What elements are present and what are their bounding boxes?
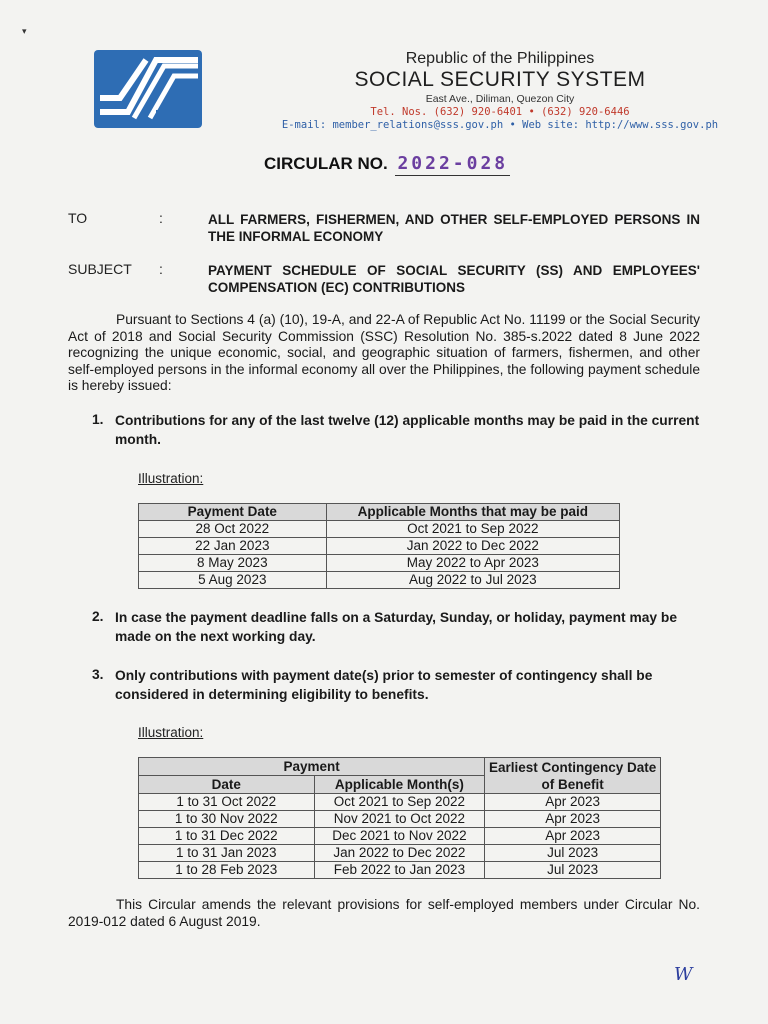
header-earliest-contingency: Earliest Contingency Date of Benefit [485,758,661,794]
illustration-label-1: Illustration: [138,471,204,486]
letterhead-email-website: E-mail: member_relations@sss.gov.ph • Web site: http://www.sss.gov.ph [281,119,719,131]
table-row [139,521,620,538]
closing-paragraph [68,896,700,930]
header-payment-group: Payment [139,758,485,776]
to-label: TO [68,210,88,226]
cell-contingency-date: Apr 2023 [485,794,661,811]
handwritten-initials: W [674,964,693,985]
header-applicable-months: Applicable Month(s) [314,776,485,794]
intro-text: Pursuant to Sections 4 (a) (10), 19-A, and 22-A of Republic Act No. 11199 or the Social Security Act of 2018 and Social Security Commission (SSC) Resolution No. 385-s.2022 dated 8 June 2022 recognizing the unique economic, social, and geographic situation of farmers, fishermen, and other self-employed persons in the informal economy all over the Philippines, the following payment schedule is hereby issued: [68,312,700,393]
cell-applicable-months: May 2022 to Apr 2023 [326,555,619,572]
letterhead-telephone: Tel. Nos. (632) 920-6401 • (632) 920-6446 [370,106,630,118]
cell-applicable-months: Jan 2022 to Dec 2022 [314,845,485,862]
cell-payment-date: 28 Oct 2022 [139,521,327,538]
cell-applicable-months: Jan 2022 to Dec 2022 [326,538,619,555]
cell-contingency-date: Apr 2023 [485,811,661,828]
circular-number: 2022-028 [397,153,509,174]
cell-date: 1 to 31 Oct 2022 [139,794,315,811]
table-header-row [139,758,661,776]
item-3-text: Only contributions with payment date(s) prior to semester of contingency shall be considered in determining eligibility to benefits. [115,668,653,702]
item-3-number: 3. [92,667,104,682]
cell-applicable-months: Aug 2022 to Jul 2023 [326,572,619,589]
cell-contingency-date: Jul 2023 [485,862,661,879]
payment-schedule-table [138,503,620,589]
item-1-text: Contributions for any of the last twelve (12) applicable months may be paid in the current month. [115,413,700,447]
table-row [139,794,661,811]
item-2-text: In case the payment deadline falls on a Saturday, Sunday, or holiday, payment may be made on the next working day. [115,610,678,644]
table-row [139,828,661,845]
subject-label: SUBJECT [68,261,132,277]
cell-date: 1 to 30 Nov 2022 [139,811,315,828]
item-2-number: 2. [92,609,104,624]
cell-payment-date: 5 Aug 2023 [139,572,327,589]
letterhead-address: East Ave., Diliman, Quezon City [425,93,575,105]
letterhead-agency-name: SOCIAL SECURITY SYSTEM [354,68,646,91]
table-row [139,811,661,828]
table-header-row [139,504,620,521]
cell-applicable-months: Oct 2021 to Sep 2022 [314,794,485,811]
sss-logo [94,50,202,128]
table-row [139,572,620,589]
circular-label: CIRCULAR NO. [264,154,388,173]
cell-applicable-months: Oct 2021 to Sep 2022 [326,521,619,538]
cell-contingency-date: Jul 2023 [485,845,661,862]
cell-applicable-months: Nov 2021 to Oct 2022 [314,811,485,828]
contingency-table [138,757,661,879]
cell-date: 1 to 31 Dec 2022 [139,828,315,845]
table-row [139,555,620,572]
item-1-number: 1. [92,412,104,427]
cell-payment-date: 8 May 2023 [139,555,327,572]
header-date: Date [139,776,315,794]
header-applicable-months: Applicable Months that may be paid [326,504,619,521]
header-payment-date: Payment Date [139,504,327,521]
cell-applicable-months: Feb 2022 to Jan 2023 [314,862,485,879]
to-text: ALL FARMERS, FISHERMEN, AND OTHER SELF-EMPLOYED PERSONS IN THE INFORMAL ECONOMY [208,212,700,244]
closing-text: This Circular amends the relevant provisions for self-employed members under Circular No. 2019-012 dated 6 August 2019. [68,897,700,929]
scan-mark: ▾ [22,26,27,36]
illustration-label-2: Illustration: [138,725,204,740]
intro-paragraph [68,312,700,395]
subject-colon: : [159,261,163,277]
cell-date: 1 to 31 Jan 2023 [139,845,315,862]
to-colon: : [159,210,163,226]
cell-payment-date: 22 Jan 2023 [139,538,327,555]
table-row [139,538,620,555]
subject-text: PAYMENT SCHEDULE OF SOCIAL SECURITY (SS) AND EMPLOYEES' COMPENSATION (EC) CONTRIBUTIONS [208,263,700,295]
cell-applicable-months: Dec 2021 to Nov 2022 [314,828,485,845]
cell-date: 1 to 28 Feb 2023 [139,862,315,879]
table-row [139,845,661,862]
letterhead-republic: Republic of the Philippines [405,50,595,67]
table-row [139,862,661,879]
cell-contingency-date: Apr 2023 [485,828,661,845]
circular-number-line [264,153,510,176]
